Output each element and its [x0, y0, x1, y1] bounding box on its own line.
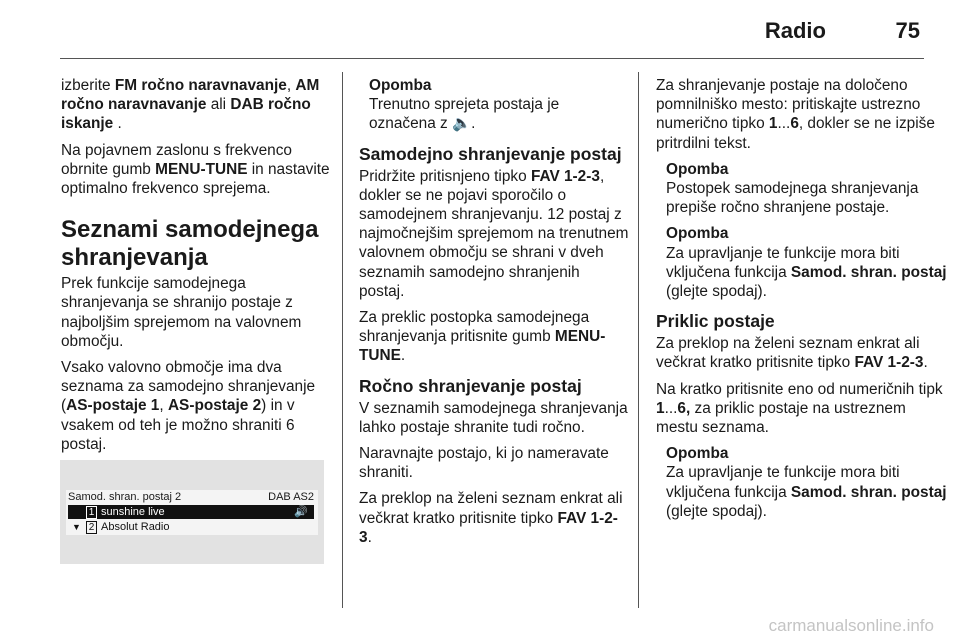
paragraph: Vsako valovno območje ima dva seznama za samodejno shranjevanje (AS-postaje 1, AS-postaje 2) in v vsakem od teh je možno shraniti 6 postaj. — [61, 359, 316, 453]
station-name: sunshine live — [101, 506, 165, 518]
column-divider — [638, 72, 639, 608]
preset-slot: 2 — [86, 521, 97, 534]
station-row — [68, 520, 314, 534]
speaker-icon: 🔊 — [294, 506, 308, 518]
note-text: Trenutno sprejeta postaja je označena z 🔈. — [369, 96, 560, 133]
paragraph: Za preklic postopka samodejnega shranjevanja pritisnite gumb MENU-TUNE. — [359, 309, 606, 365]
note — [359, 76, 629, 134]
paragraph: Za preklop na želeni seznam enkrat ali večkrat kratko pritisnite tipko FAV 1-2-3. — [656, 335, 928, 372]
column-1 — [61, 76, 333, 461]
paragraph: izberite FM ročno naravnavanje, AM ročno naravnavanje ali DAB ročno iskanje . — [61, 77, 320, 133]
note — [656, 224, 948, 301]
radio-display-image — [60, 460, 324, 564]
paragraph: Prek funkcije samodejnega shranjevanja se shranijo postaje z najboljšim sprejemom na valovnem območju. — [61, 275, 302, 350]
section-title: Radio — [764, 18, 826, 43]
note-text: Za upravljanje te funkcije mora biti vključena funkcija Samod. shran. postaj (glejte spodaj). — [666, 244, 947, 301]
column-2 — [359, 76, 629, 554]
preset-slot: 1 — [86, 506, 97, 519]
note-text: Za upravljanje te funkcije mora biti vključena funkcija Samod. shran. postaj (glejte spodaj). — [666, 464, 947, 520]
subsection-heading: Priklic postaje — [656, 311, 775, 332]
note-title: Opomba — [666, 160, 729, 178]
paragraph: V seznamih samodejnega shranjevanja lahko postaje shranite tudi ročno. — [359, 399, 628, 436]
note-text: Postopek samodejnega shranjevanja prepiše ročno shranjene postaje. — [666, 180, 919, 217]
column-3 — [656, 76, 948, 528]
paragraph: Na pojavnem zaslonu s frekvenco obrnite gumb MENU-TUNE in nastavite optimalno frekvenco sprejema. — [61, 141, 330, 198]
paragraph: Pridržite pritisnjeno tipko FAV 1-2-3, dokler se ne pojavi sporočilo o samodejnem shranjevanju. 12 postaj z najmočnejšim sprejemom na trenutnem valovnem območju se shrani v dveh seznamih samodejno shranjenih postaj. — [359, 167, 629, 300]
paragraph: Naravnajte postajo, ki jo nameravate shraniti. — [359, 445, 609, 482]
paragraph: Za preklop na želeni seznam enkrat ali večkrat kratko pritisnite tipko FAV 1-2-3. — [359, 490, 623, 546]
arrow-down-icon: ▼ — [72, 522, 81, 532]
subsection-heading: Ročno shranjevanje postaj — [359, 375, 582, 396]
note-title: Opomba — [666, 225, 729, 243]
note-title: Opomba — [666, 445, 729, 463]
station-name: Absolut Radio — [101, 521, 170, 533]
watermark: carmanualsonline.info — [768, 616, 934, 635]
display-header — [68, 490, 316, 504]
subsection-heading: Samodejno shranjevanje postaj — [359, 143, 622, 164]
display-title: Samod. shran. postaj 2 — [68, 491, 182, 503]
note — [656, 444, 948, 521]
paragraph: Na kratko pritisnite eno od numeričnih tipk 1...6, za priklic postaje na ustreznem mestu seznama. — [656, 380, 943, 437]
section-heading: Seznami samodejnega shranjevanja — [61, 216, 319, 272]
note — [656, 160, 948, 218]
column-divider — [342, 72, 343, 608]
station-row-selected — [68, 505, 314, 519]
paragraph: Za shranjevanje postaje na določeno pomnilniško mesto: pritiskajte ustrezno numerično tipko 1...6, dokler se ne izpiše pritrdilni tekst. — [656, 77, 935, 152]
page-header — [0, 18, 960, 48]
note-title: Opomba — [369, 77, 432, 94]
display-mode: DAB AS2 — [268, 491, 314, 503]
page-number: 75 — [895, 18, 920, 43]
header-rule — [60, 58, 924, 59]
display-panel — [66, 490, 318, 535]
